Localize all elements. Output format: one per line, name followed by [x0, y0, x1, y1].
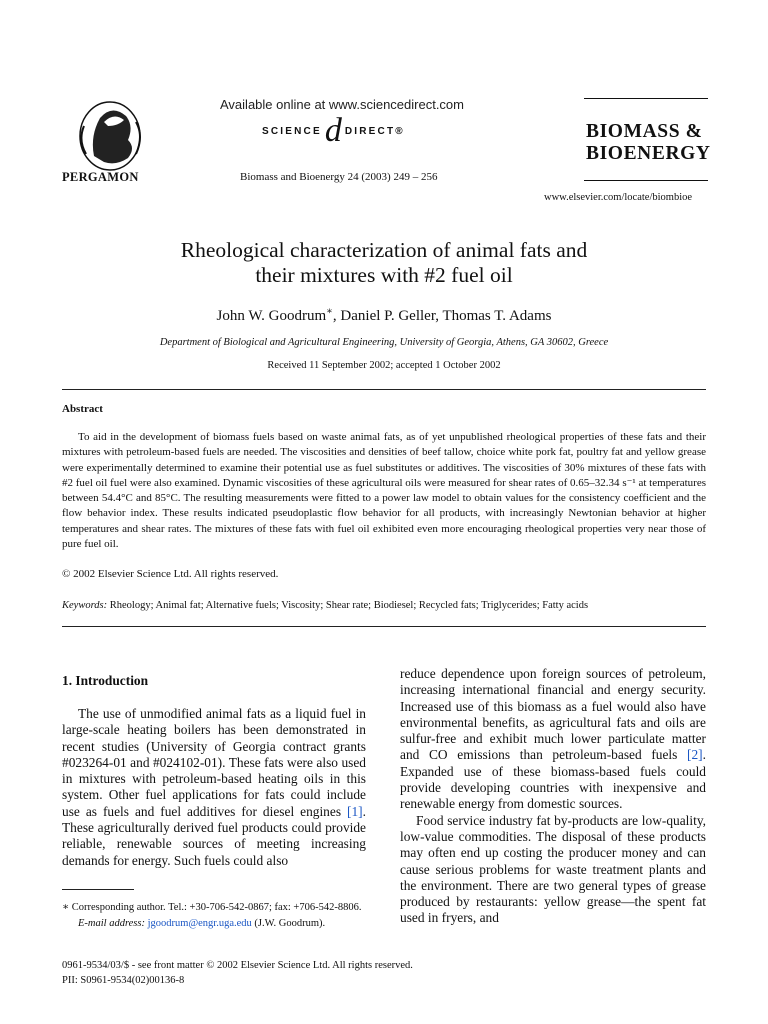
abstract-heading: Abstract: [62, 403, 103, 415]
received-dates: Received 11 September 2002; accepted 1 October 2002: [267, 360, 501, 371]
sciencedirect-logo-mark: d: [324, 112, 342, 149]
article-title-line2: their mixtures with #2 fuel oil: [255, 263, 513, 287]
keywords-label: Keywords:: [62, 600, 108, 611]
journal-url-link[interactable]: www.elsevier.com/locate/biombioe: [544, 192, 693, 203]
intro-right-column: [400, 666, 706, 927]
publisher-logo: [64, 96, 156, 174]
pii-line: PII: S0961-9534(02)00136-8: [62, 975, 185, 986]
sciencedirect-logo-right: DIRECT®: [344, 125, 405, 137]
footnote-contact: ∗ Corresponding author. Tel.: +30-706-542-0867; fax: +706-542-8806.: [62, 902, 362, 913]
keywords: [62, 600, 588, 611]
journal-title-line2: BIOENERGY: [586, 143, 711, 164]
front-matter-info: [62, 958, 413, 988]
article-title: [0, 238, 768, 288]
intro-right-paragraph-1: [400, 666, 706, 813]
intro-right-text-b: . Expanded use of these biomass-based fuels could provide developing countries with inexpensive and renewable energy from domestic sources.: [400, 747, 706, 812]
reference-link-2[interactable]: [2]: [687, 747, 703, 763]
journal-title: [586, 121, 711, 165]
author-email-link[interactable]: jgoodrum@engr.uga.edu: [147, 918, 252, 929]
divider-top: [62, 389, 706, 390]
footnote-email-label: E-mail address:: [78, 918, 145, 929]
footnote-email-suffix: (J.W. Goodrum).: [251, 918, 326, 929]
footnote: [62, 900, 366, 932]
intro-right-text-a: reduce dependence upon foreign sources of petroleum, increasing international financial and energy security. Increased use of this biomass as a fuel would also have environmental benefits, as agricultural fats and oils are sulfur-free and exhibit much lower particulate matter and CO emissions than petroleum-based fuels: [400, 666, 706, 763]
front-matter-line: 0961-9534/03/$ - see front matter © 2002 Elsevier Science Ltd. All rights reserved.: [62, 960, 413, 971]
available-online-link[interactable]: Available online at www.sciencedirect.com: [220, 97, 464, 112]
author-primary: John W. Goodrum: [216, 308, 327, 324]
journal-rule-bottom: [584, 180, 708, 181]
abstract-body: To aid in the development of biomass fuels based on waste animal fats, as of yet unpublished rheological properties of these fats and their mixtures with petroleum-based fuels are needed. The viscosities and densities of beef tallow, choice white pork fat, poultry fat and yellow grease were experimentally determined to examine their potential use as fuel substitutes or additives. The viscosities of 30% mixtures of these fats with #2 fuel oil fuel were also examined. Dynamic viscosities of these agricultural oils were measured for shear rates of 0.65–32.34 s⁻¹ at temperatures between 54.4°C and 85°C. The resulting measurements were fitted to a power law model to obtain values for the consistency coefficient and the flow behavior index. These results indicated pseudoplastic flow behavior for all products, with increasingly Newtonian behavior at higher temperatures and shear rates. The mixtures of these fats with fuel oil exhibited even more encouraging rheological properties very near those of pure fuel oil.: [62, 431, 706, 551]
reference-link-1[interactable]: [1]: [347, 803, 363, 819]
footnote-email-line: [62, 916, 366, 932]
section-heading-introduction: 1. Introduction: [62, 673, 149, 688]
intro-left-text-b: . These agriculturally derived fuel products could provide reliable, renewable sources of meeting increasing demands for energy. Such fuels could also: [62, 803, 366, 868]
journal-rule-top: [584, 98, 708, 99]
intro-left-column: [62, 706, 366, 869]
divider-bottom: [62, 626, 706, 627]
keywords-list: Rheology; Animal fat; Alternative fuels; Viscosity; Shear rate; Biodiesel; Recycled fats; Triglycerides; Fatty acids: [109, 600, 589, 611]
abstract-copyright: © 2002 Elsevier Science Ltd. All rights reserved.: [62, 568, 279, 580]
journal-citation: Biomass and Bioenergy 24 (2003) 249 – 256: [240, 171, 438, 183]
sciencedirect-logo[interactable]: [262, 112, 405, 149]
intro-left-text-a: The use of unmodified animal fats as a liquid fuel in large-scale heating boilers has been demonstrated in recent studies (University of Georgia contract grants #023264-01 and #024102-01). These fats were also used in mixtures with petroleum-based heating oils in this system. Other fuel applications for fats could include use as fuels and fuel additives for diesel engines: [62, 706, 366, 819]
journal-title-line1: BIOMASS &: [586, 121, 703, 142]
intro-right-paragraph-2: Food service industry fat by-products are low-quality, low-value commodities. The disposal of these products may often end up costing the producer money and can cause serious problems for waste treatment plants and the environment. There are two general types of grease produced by restaurants: yellow grease—the spent fat used in fryers, and: [400, 812, 706, 926]
article-title-line1: Rheological characterization of animal fats and: [180, 238, 588, 262]
footnote-rule: [62, 889, 134, 890]
sciencedirect-logo-left: SCIENCE: [262, 125, 322, 137]
author-others: , Daniel P. Geller, Thomas T. Adams: [332, 308, 552, 324]
corresponding-author-mark[interactable]: ∗: [326, 306, 333, 317]
author-list: [0, 306, 768, 325]
affiliation: Department of Biological and Agricultural Engineering, University of Georgia, Athens, GA 30602, Greece: [159, 337, 609, 348]
publisher-name: PERGAMON: [62, 170, 139, 184]
